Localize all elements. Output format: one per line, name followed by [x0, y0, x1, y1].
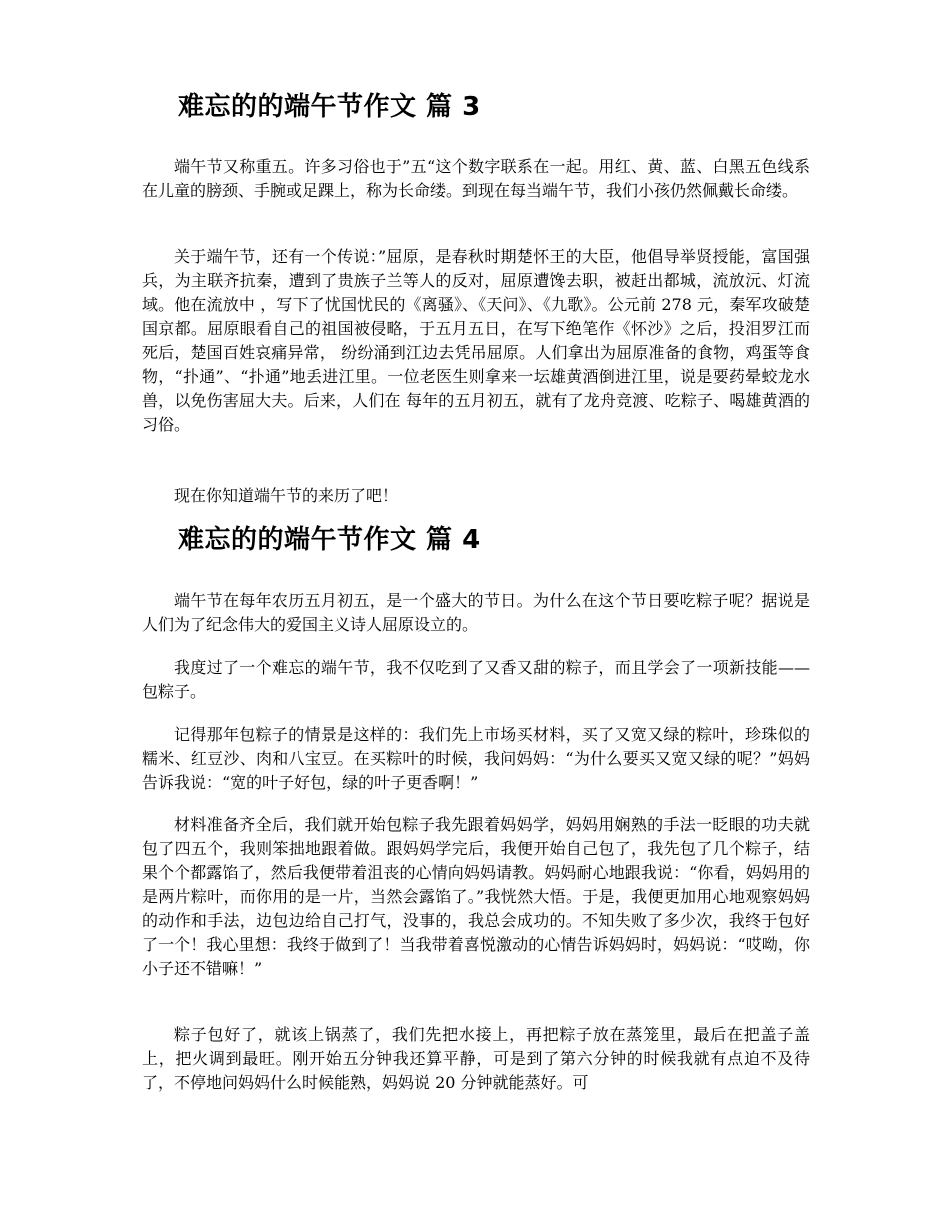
paragraph: 现在你知道端午节的来历了吧！ — [174, 486, 399, 505]
section-title-3: 难忘的的端午节作文 篇 3 — [178, 92, 481, 122]
paragraph: 粽子包好了，就该上锅蒸了，我们先把水接上，再把粽子放在蒸笼里，最后在把盖子盖上，把火调到最旺。刚开始五分钟我还算平静，可是到了第六分钟的时候我就有点迫不及待了，不停地问妈妈什么时候能熟，妈妈说 20 分钟就能蒸好。可 — [142, 1025, 810, 1092]
paragraph: 记得那年包粽子的情景是这样的：我们先上市场买材料，买了又宽又绿的粽叶，珍珠似的糯米、红豆沙、肉和八宝豆。在买粽叶的时候，我问妈妈：“为什么要买又宽又绿的呢？”妈妈告诉我说：“宽的叶子好包，绿的叶子更香啊！” — [142, 725, 810, 792]
paragraph: 材料准备齐全后，我们就开始包粽子我先跟着妈妈学，妈妈用娴熟的手法一眨眼的功夫就包了四五个，我则笨拙地跟着做。跟妈妈学完后，我便开始自己包了，我先包了几个粽子，结果个个都露馅了，然后我便带着沮丧的心情向妈妈请教。妈妈耐心地跟我说：“你看，妈妈用的是两片粽叶，而你用的是一片，当然会露馅了。”我恍然大悟。于是，我便更加用心地观察妈妈的动作和手法，边包边给自己打气，没事的，我总会成功的。不知失败了多少次，我终于包好了一个！我心里想：我终于做到了！当我带着喜悦激动的心情告诉妈妈时，妈妈说：“哎呦，你小子还不错嘛！” — [142, 815, 810, 978]
section-title-4: 难忘的的端午节作文 篇 4 — [178, 525, 481, 555]
paragraph: 端午节在每年农历五月初五，是一个盛大的节日。为什么在这个节日要吃粽子呢？据说是人们为了纪念伟大的爱国主义诗人屈原设立的。 — [142, 591, 810, 634]
paragraph: 端午节又称重五。许多习俗也于”五“这个数字联系在一起。用红、黄、蓝、白黑五色线系在儿童的膀颈、手腕或足踝上，称为长命缕。到现在每当端午节，我们小孩仍然佩戴长命缕。 — [142, 157, 810, 200]
paragraph: 关于端午节，还有一个传说：”屈原，是春秋时期楚怀王的大臣，他倡导举贤授能，富国强兵，为主联齐抗秦，遭到了贵族子兰等人的反对，屈原遭馋去职，被赶出都城，流放沅、灯流域。他在流放中 ，写下了忧国忧民的《离骚》、《天问》、《九歌》。公元前 278 元，秦军攻破楚国京都。屈原眼看自己的祖国被侵略，于五月五日，在写下绝笔作《怀沙》之后，投泪罗江而死后，楚国百姓哀痛异常， 纷纷涌到江边去凭吊屈原。人们拿出为屈原准备的食物，鸡蛋等食物，“扑通”、“扑通”地丢进江里。一位老医生则拿来一坛雄黄酒倒进江里，说是要药晕蛟龙水兽，以免伤害屈大夫。后来，人们在 每年的五月初五，就有了龙舟竞渡、吃粽子、喝雄黄酒的习俗。 — [142, 247, 810, 434]
paragraph: 我度过了一个难忘的端午节，我不仅吃到了又香又甜的粽子，而且学会了一项新技能——包粽子。 — [142, 658, 810, 701]
